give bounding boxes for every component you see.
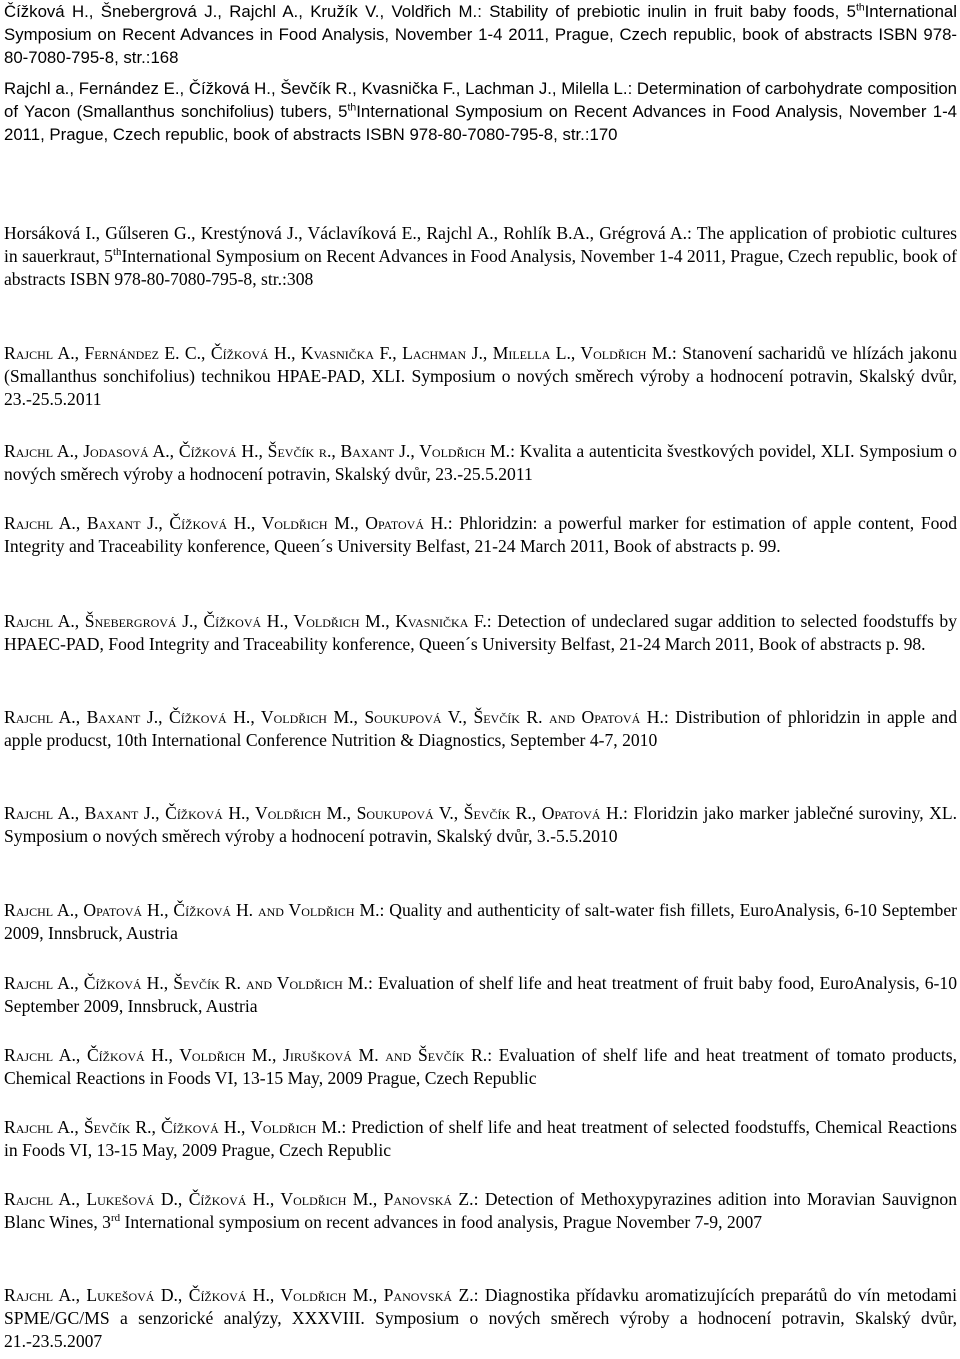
citation-text: : Distribution of phloridzin in apple and apple producst, 10th International Conference Nutrition & Diagnostics, September 4-7, 2010 xyxy=(4,707,957,751)
citation-entry xyxy=(4,1188,957,1234)
citation-text: : Quality and authenticity of salt-water fish fillets, EuroAnalysis, 6-10 September 2009, Innsbruck, Austria xyxy=(4,900,957,944)
citation-authors: Rajchl A., Ševčík R., Čížková H., Voldřich M. xyxy=(4,1117,342,1137)
citation-authors: Čížková H., Šnebergrová J., Rajchl A., Kružík V., Voldřich M. xyxy=(4,2,478,21)
ordinal-suffix: th xyxy=(112,246,122,259)
citation-entry xyxy=(4,610,957,656)
citation-entry xyxy=(4,1284,957,1354)
citation-text: : Diagnostika přídavku aromatizujících preparátů do vín metodami SPME/GC/MS a senzorické analýzy, XXXVIII. Symposium o nových směrech výroby a hodnocení potravin, Skalský dvůr, 21.-23.5.2007 xyxy=(4,1285,957,1352)
citation-authors: Rajchl A., Fernández E. C., Čížková H., Kvasnička F., Lachman J., Milella L., Voldřich M. xyxy=(4,343,672,363)
citation-entry xyxy=(4,802,957,848)
citation-text: : Detection of Methoxypyrazines adition into Moravian Sauvignon Blanc Wines, 3 xyxy=(4,1189,957,1233)
citation-text: : Stanovení sacharidů ve hlízách jakonu (Smallanthus sonchifolius) technikou HPAE-PAD, XLI. Symposium o nových směrech výroby a hodnocení potravin, Skalský dvůr, 23.-25.5.2011 xyxy=(4,343,957,410)
citation-authors: Rajchl a., Fernández E., Čížková H., Ševčík R., Kvasnička F., Lachman J., Milella L. xyxy=(4,79,628,98)
citation-text: : Stability of prebiotic inulin in fruit baby foods, 5 xyxy=(477,2,856,21)
citation-text: : The application of probiotic cultures in sauerkraut, 5 xyxy=(4,223,957,267)
citation-text: : Floridzin jako marker jablečné suroviny, XL. Symposium o nových směrech výroby a hodnocení potravin, Skalský dvůr, 3.-5.5.2010 xyxy=(4,803,957,847)
ordinal-suffix: rd xyxy=(110,1212,121,1225)
citation-text: International Symposium on Recent Advances in Food Analysis, November 1-4 2011, Prague, Czech republic, book of abstracts ISBN 978-80-7080-795-8, str.:308 xyxy=(4,246,957,290)
citation-authors: Rajchl A., Baxant J., Čížková H., Voldřich M., Soukupová V., Ševčík R. and Opatová H. xyxy=(4,707,664,727)
citation-entry xyxy=(4,1044,957,1090)
citation-authors: Rajchl A., Čížková H., Voldřich M., Jirušková M. and Ševčík R. xyxy=(4,1045,488,1065)
citation-authors: Rajchl A., Baxant J., Čížková H., Voldřich M., Soukupová V., Ševčík R., Opatová H. xyxy=(4,803,624,823)
citation-text: International symposium on recent advances in food analysis, Prague November 7-9, 2007 xyxy=(120,1212,763,1233)
citation-authors: Rajchl A., Čížková H., Ševčík R. and Voldřich M. xyxy=(4,973,368,993)
citation-text: : Evaluation of shelf life and heat treatment of tomato products, Chemical Reactions in Foods VI, 13-15 May, 2009 Prague, Czech Republic xyxy=(4,1045,957,1089)
citation-entry xyxy=(4,222,957,292)
citation-authors: Horsáková I., Gűlseren G., Krestýnová J., Václavíková E., Rajchl A., Rohlík B.A., Grégrová A. xyxy=(4,223,687,243)
citation-authors: Rajchl A., Jodasová A., Čížková H., Ševčík r., Baxant J., Voldřich M. xyxy=(4,441,511,461)
citation-authors: Rajchl A., Opatová H., Čížková H. and Voldřich M. xyxy=(4,900,380,920)
citation-text: : Evaluation of shelf life and heat treatment of fruit baby food, EuroAnalysis, 6-10 September 2009, Innsbruck, Austria xyxy=(4,973,957,1017)
citation-text: : Phloridzin: a powerful marker for estimation of apple content, Food Integrity and Traceability konference, Queen´s University Belfast, 21-24 March 2011, Book of abstracts p. 99. xyxy=(4,513,957,557)
citation-authors: Rajchl A., Šnebergrová J., Čížková H., Voldřich M., Kvasnička F. xyxy=(4,611,487,631)
citation-entry xyxy=(4,342,957,412)
citation-authors: Rajchl A., Lukešová D., Čížková H., Voldřich M., Panovská Z. xyxy=(4,1285,474,1305)
citation-entry xyxy=(4,0,957,70)
citation-text: International Symposium on Recent Advances in Food Analysis, November 1-4 2011, Prague, Czech republic, book of abstracts ISBN 978-80-7080-795-8, str.:170 xyxy=(4,102,957,145)
ordinal-suffix: th xyxy=(855,2,865,14)
ordinal-suffix: th xyxy=(347,102,357,114)
citation-text: : Prediction of shelf life and heat treatment of selected foodstuffs, Chemical Reactions in Foods VI, 13-15 May, 2009 Prague, Czech Republic xyxy=(4,1117,957,1161)
citation-entry xyxy=(4,1116,957,1162)
citation-entry xyxy=(4,512,957,558)
citation-text: : Detection of undeclared sugar addition to selected foodstuffs by HPAEC-PAD, Food Integrity and Traceability konference, Queen´s University Belfast, 21-24 March 2011, Book of abstracts p. 98. xyxy=(4,611,957,655)
citation-text: : Determination of carbohydrate composition of Yacon (Smallanthus sonchifolius) tubers, 5 xyxy=(4,79,957,122)
citation-entry xyxy=(4,899,957,945)
citation-authors: Rajchl A., Baxant J., Čížková H., Voldřich M., Opatová H. xyxy=(4,513,448,533)
citation-text: International Symposium on Recent Advances in Food Analysis, November 1-4 2011, Prague, Czech republic, book of abstracts ISBN 978-80-7080-795-8, str.:168 xyxy=(4,2,957,68)
citation-entry xyxy=(4,440,957,486)
citation-text: : Kvalita a autenticita švestkových povidel, XLI. Symposium o nových směrech výroby a hodnocení potravin, Skalský dvůr, 23.-25.5.2011 xyxy=(4,441,957,485)
citation-entry xyxy=(4,77,957,147)
citation-entry xyxy=(4,706,957,752)
citation-authors: Rajchl A., Lukešová D., Čížková H., Voldřich M., Panovská Z. xyxy=(4,1189,474,1209)
citation-entry xyxy=(4,972,957,1018)
